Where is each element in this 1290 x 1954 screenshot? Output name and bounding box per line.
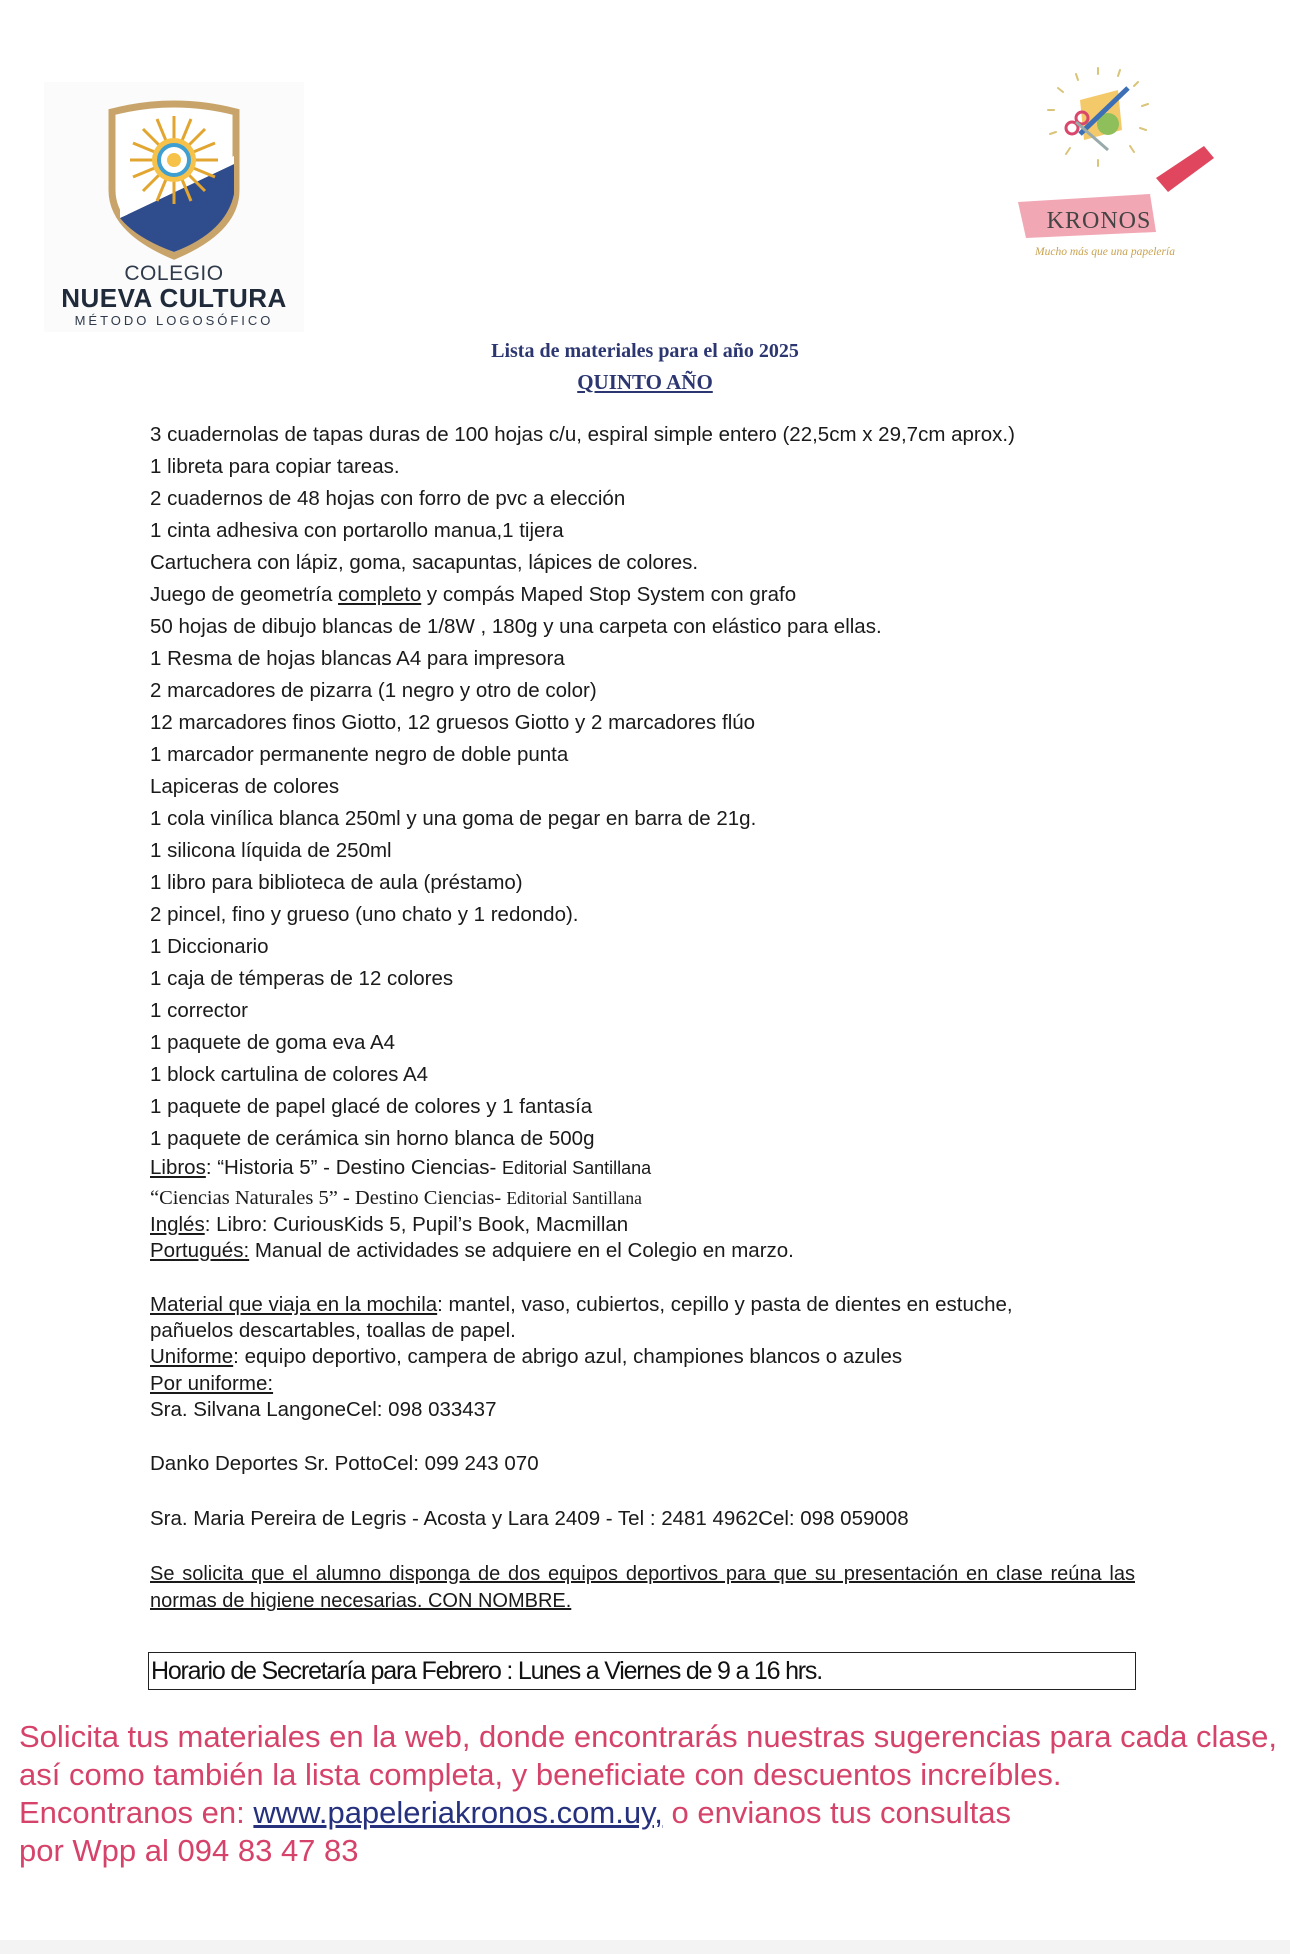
list-item: 1 Diccionario (150, 935, 269, 958)
list-item: 1 libro para biblioteca de aula (préstamo) (150, 871, 523, 894)
list-item: 1 cola vinílica blanca 250ml y una goma de pegar en barra de 21g. (150, 807, 757, 830)
english-label: Inglés (150, 1213, 205, 1236)
contact-langone: Sra. Silvana LangoneCel: 098 033437 (150, 1398, 497, 1421)
books-line (150, 1155, 651, 1181)
promo-find-suffix: o envianos tus consultas (662, 1795, 1011, 1830)
list-item: 1 Resma de hojas blancas A4 para impresora (150, 647, 565, 670)
portuguese-label: Portugués: (150, 1239, 250, 1262)
english-text: : Libro: CuriousKids 5, Pupil’s Book, Macmillan (204, 1213, 629, 1236)
office-hours-box (148, 1652, 1136, 1690)
geometry-underlined: completo (338, 583, 422, 606)
store-promo (19, 1718, 1284, 1870)
store-name: KRONOS (1046, 208, 1152, 234)
list-item: 2 pincel, fino y grueso (uno chato y 1 redondo). (150, 903, 579, 926)
uniform-text: : equipo deportivo, campera de abrigo azul, championes blancos o azules (233, 1345, 903, 1368)
sports-notice: Se solicita que el alumno disponga de dos equipos deportivos para que su presentación en clase reúna las normas de higiene necesarias. CON NOMBRE. (150, 1563, 1135, 1612)
list-item: 1 libreta para copiar tareas. (150, 455, 400, 478)
school-name-line1: COLEGIO (124, 262, 224, 285)
book2-title: “Ciencias Naturales 5” - Destino Ciencias- (150, 1187, 507, 1209)
list-item: 1 paquete de goma eva A4 (150, 1031, 396, 1054)
store-slogan: Mucho más que una papelería (1035, 246, 1175, 258)
list-item: 12 marcadores finos Giotto, 12 gruesos Giotto y 2 marcadores flúo (150, 711, 756, 734)
english-line (150, 1212, 628, 1238)
list-item: 1 cinta adhesiva con portarollo manua,1 tijera (150, 519, 564, 542)
backpack-text: : mantel, vaso, cubiertos, cepillo y pasta de dientes en estuche, (437, 1293, 1013, 1316)
uniform-line (150, 1344, 902, 1370)
portuguese-line (150, 1238, 794, 1264)
backpack-line2: pañuelos descartables, toallas de papel. (150, 1319, 516, 1342)
geometry-text: Juego de geometría (150, 583, 339, 606)
store-website-link[interactable]: www.papeleriakronos.com.uy, (253, 1795, 663, 1830)
list-item: 1 block cartulina de colores A4 (150, 1063, 429, 1086)
book2-line (150, 1185, 642, 1211)
book1-publisher: Editorial Santillana (502, 1158, 652, 1178)
store-logo (1010, 60, 1230, 285)
promo-contact-line (19, 1794, 1284, 1832)
list-item: 50 hojas de dibujo blancas de 1/8W , 180g y una carpeta con elástico para ellas. (150, 615, 882, 638)
geometry-text-after: y compás Maped Stop System con grafo (421, 583, 797, 606)
list-item: 3 cuadernolas de tapas duras de 100 hojas c/u, espiral simple entero (22,5cm x 29,7cm aprox.) (150, 423, 1015, 446)
promo-find-prefix: Encontranos en: (19, 1795, 254, 1830)
document-title: Lista de materiales para el año 2025 (491, 340, 799, 362)
backpack-label: Material que viaja en la mochila (150, 1293, 438, 1316)
book2-publisher: Editorial Santillana (506, 1188, 642, 1208)
office-hours-text: Horario de Secretaría para Febrero : Lunes a Viernes de 9 a 16 hrs. (151, 1657, 822, 1685)
document-subtitle: QUINTO AÑO (577, 370, 713, 394)
promo-text: Solicita tus materiales en la web, donde encontrarás nuestras sugerencias para cada clase, así como también la lista completa, y beneficiate con descuentos increíbles. (19, 1719, 1277, 1792)
list-item: Cartuchera con lápiz, goma, sacapuntas, lápices de colores. (150, 551, 699, 574)
list-item: 1 corrector (150, 999, 248, 1022)
school-logo (44, 82, 304, 332)
school-name-line2: NUEVA CULTURA (61, 283, 287, 313)
portuguese-text: Manual de actividades se adquiere en el Colegio en marzo. (249, 1239, 794, 1262)
por-uniforme-label: Por uniforme: (150, 1372, 274, 1395)
backpack-line (150, 1292, 1013, 1318)
list-item: 1 silicona líquida de 250ml (150, 839, 392, 862)
materials-list (150, 419, 1015, 1155)
list-item: 1 paquete de cerámica sin horno blanca de 500g (150, 1127, 595, 1150)
list-item: 1 paquete de papel glacé de colores y 1 fantasía (150, 1095, 593, 1118)
list-item: 1 marcador permanente negro de doble punta (150, 743, 569, 766)
school-name-line3: MÉTODO LOGOSÓFICO (74, 313, 274, 328)
promo-whatsapp: por Wpp al 094 83 47 83 (19, 1833, 359, 1868)
school-crest-icon (106, 98, 242, 260)
list-item: 2 cuadernos de 48 hojas con forro de pvc a elección (150, 487, 626, 510)
book1-title: : “Historia 5” - Destino Ciencias- (205, 1156, 503, 1179)
contact-danko: Danko Deportes Sr. PottoCel: 099 243 070 (150, 1452, 539, 1475)
books-label: Libros (150, 1156, 206, 1179)
contact-pereira: Sra. Maria Pereira de Legris - Acosta y Lara 2409 - Tel : 2481 4962Cel: 098 059008 (150, 1507, 909, 1530)
uniform-label: Uniforme (150, 1345, 234, 1368)
list-item: Lapiceras de colores (150, 775, 340, 798)
list-item-geometry (150, 579, 1015, 611)
list-item: 1 caja de témperas de 12 colores (150, 967, 454, 990)
list-item: 2 marcadores de pizarra (1 negro y otro de color) (150, 679, 597, 702)
